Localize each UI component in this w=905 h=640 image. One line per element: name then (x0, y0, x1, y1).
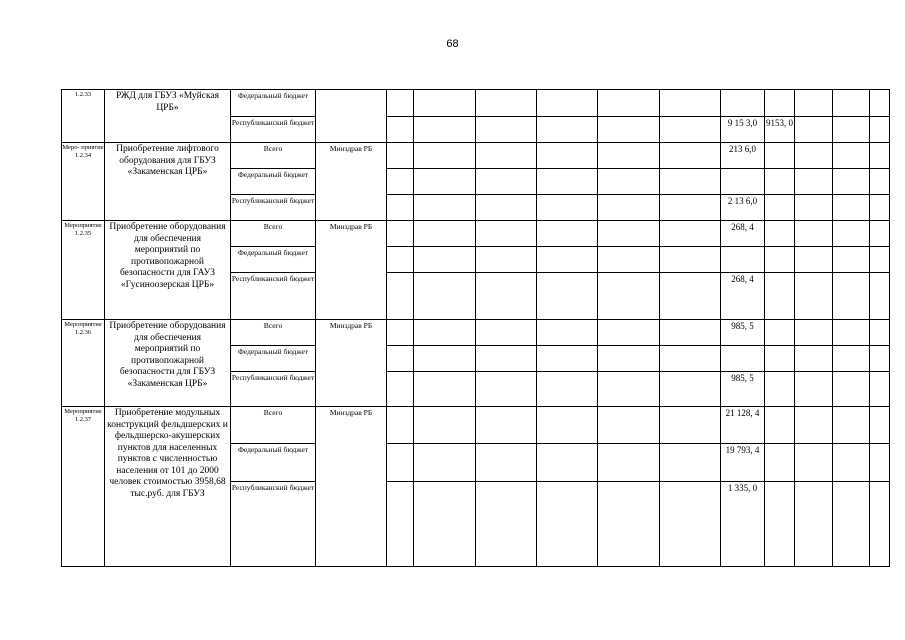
funding-source: Федеральный бюджет (231, 346, 316, 372)
value-cell (765, 407, 795, 444)
value-cell: 9153, 0 (765, 117, 795, 143)
funding-source: Республиканский бюджет (231, 117, 316, 143)
measure-name: Приобретение оборудования для обеспечения мероприятий по противопожарной безопасности для ГАУЗ «Гусиноозерская ЦРБ» (105, 221, 231, 320)
funding-source: Федеральный бюджет (231, 90, 316, 117)
measure-code: 1.2.33 (62, 90, 105, 143)
measure-name: Приобретение оборудования для обеспечения мероприятий по противопожарной безопасности для ГБУЗ «Закаменская ЦРБ» (105, 320, 231, 407)
measure-name: Приобретение лифтового оборудования для ГБУЗ «Закаменская ЦРБ» (105, 143, 231, 221)
value-cell (721, 90, 765, 117)
executor: Минздрав РБ (316, 143, 387, 221)
page-number: 68 (446, 38, 459, 50)
funding-source: Федеральный бюджет (231, 169, 316, 195)
value-cell: 268, 4 (721, 221, 765, 247)
table-row (62, 90, 890, 117)
value-cell: 1 335, 0 (721, 482, 765, 567)
value-cell: 9 15 3,0 (721, 117, 765, 143)
value-cell (765, 221, 795, 247)
value-cell (765, 90, 795, 117)
value-cell (721, 247, 765, 273)
value-cell (765, 372, 795, 407)
value-cell: 213 6,0 (721, 143, 765, 169)
value-cell: 2 13 6,0 (721, 195, 765, 221)
value-cell: 985, 5 (721, 320, 765, 346)
funding-source: Республиканский бюджет (231, 482, 316, 567)
table-row (62, 407, 890, 444)
value-cell (765, 444, 795, 482)
executor (316, 90, 387, 143)
executor: Минздрав РБ (316, 320, 387, 407)
budget-table (61, 89, 890, 567)
measure-code: Мероприятие 1.2.37 (62, 407, 105, 567)
funding-source: Федеральный бюджет (231, 247, 316, 273)
value-cell (765, 346, 795, 372)
value-cell (765, 195, 795, 221)
funding-source: Республиканский бюджет (231, 273, 316, 320)
value-cell (721, 346, 765, 372)
value-cell (765, 320, 795, 346)
table-row (62, 320, 890, 346)
funding-source: Всего (231, 143, 316, 169)
executor: Минздрав РБ (316, 221, 387, 320)
value-cell (765, 482, 795, 567)
table-row (62, 221, 890, 247)
funding-source: Всего (231, 407, 316, 444)
measure-code: Мероприятие 1.2.36 (62, 320, 105, 407)
measure-code: Меро- приятие 1.2.34 (62, 143, 105, 221)
funding-source: Республиканский бюджет (231, 195, 316, 221)
value-cell (765, 169, 795, 195)
measure-code: Мероприятие 1.2.35 (62, 221, 105, 320)
value-cell: 21 128, 4 (721, 407, 765, 444)
table-row (62, 143, 890, 169)
value-cell (721, 169, 765, 195)
funding-source: Всего (231, 320, 316, 346)
value-cell: 268, 4 (721, 273, 765, 320)
value-cell: 19 793, 4 (721, 444, 765, 482)
value-cell (765, 273, 795, 320)
funding-source: Республиканский бюджет (231, 372, 316, 407)
funding-source: Всего (231, 221, 316, 247)
measure-name: Приобретение модульных конструкций фельдшерских и фельдшерско-акушерских пунктов для населенных пунктов с численностью населения от 101 до 2000 человек стоимостью 3958,68 тыс.руб. для ГБУЗ (105, 407, 231, 567)
value-cell (765, 143, 795, 169)
funding-source: Федеральный бюджет (231, 444, 316, 482)
measure-name: РЖД для ГБУЗ «Муйская ЦРБ» (105, 90, 231, 143)
value-cell: 985, 5 (721, 372, 765, 407)
executor: Минздрав РБ (316, 407, 387, 567)
value-cell (765, 247, 795, 273)
